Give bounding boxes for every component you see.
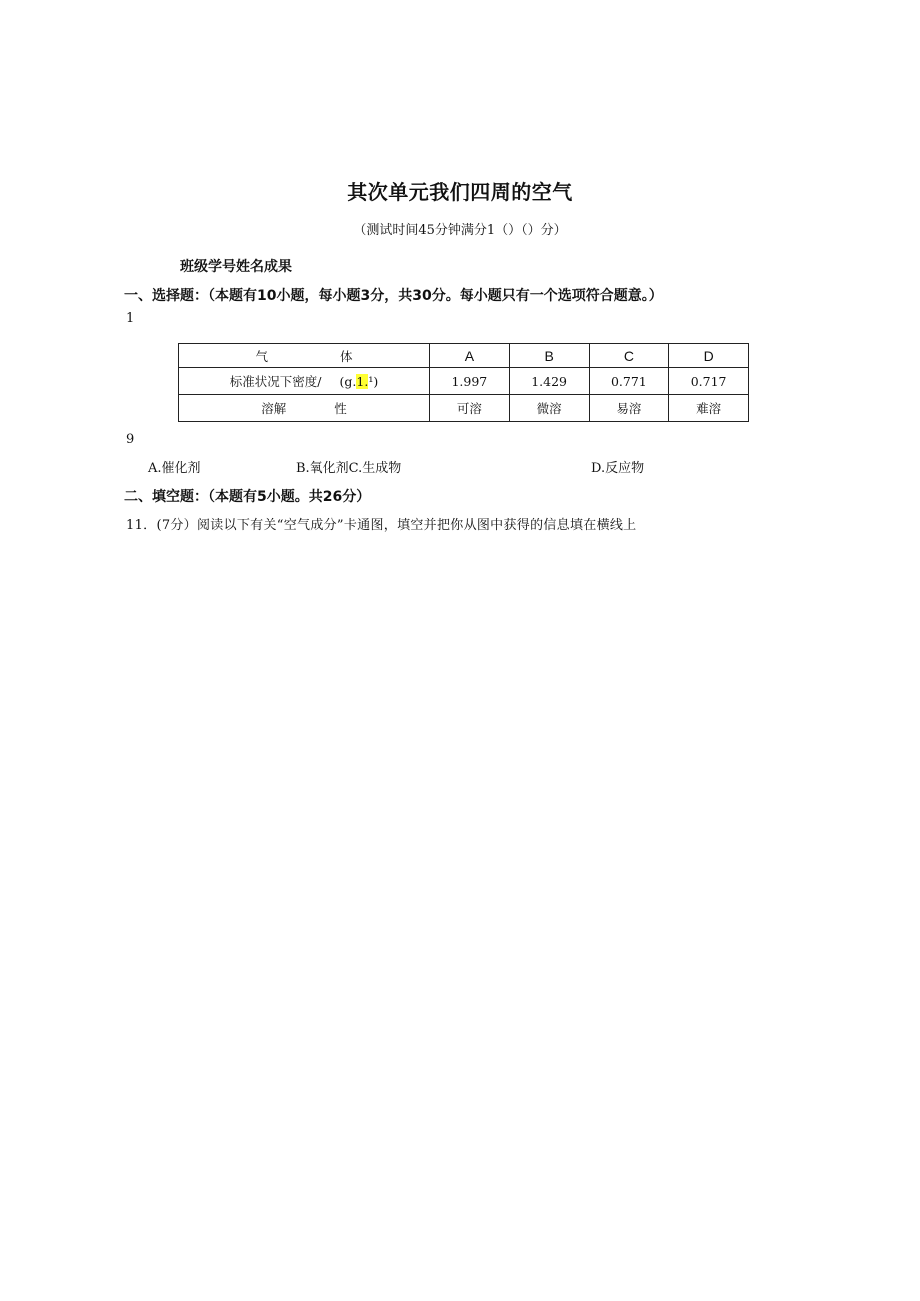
table-header-row bbox=[179, 344, 749, 368]
solubility-value-c: 易溶 bbox=[589, 395, 669, 422]
solubility-value-a: 可溶 bbox=[430, 395, 510, 422]
density-row bbox=[179, 368, 749, 395]
density-unit-highlight: 1. bbox=[356, 374, 369, 389]
gas-label-cell bbox=[179, 344, 430, 368]
header-cell-a: A bbox=[430, 344, 510, 368]
solubility-label-a: 溶解 bbox=[261, 401, 287, 416]
section-2-heading: 二、填空题：（本题有5小题。共26分） bbox=[124, 489, 371, 505]
density-label-cell bbox=[179, 368, 430, 395]
option-d: D.反应物 bbox=[591, 461, 645, 476]
question-9-number: 9 bbox=[126, 432, 135, 447]
option-b-c: B.氧化剂C.生成物 bbox=[296, 461, 402, 476]
exam-subtitle: （测试时间45分钟满分1（）（）分） bbox=[353, 223, 567, 238]
solubility-row bbox=[179, 395, 749, 422]
solubility-value-d: 难溶 bbox=[669, 395, 749, 422]
gas-label-b: 体 bbox=[340, 348, 353, 364]
solubility-value-b: 微溶 bbox=[509, 395, 589, 422]
header-cell-c: C bbox=[589, 344, 669, 368]
question-11-text: 11．(7分）阅读以下有关“空气成分”卡通图，填空并把你从图中获得的信息填在横线上 bbox=[126, 518, 637, 533]
solubility-label-b: 性 bbox=[334, 401, 347, 416]
density-value-c: 0.771 bbox=[589, 368, 669, 395]
header-cell-b: B bbox=[509, 344, 589, 368]
header-cell-d: D bbox=[669, 344, 749, 368]
density-value-b: 1.429 bbox=[509, 368, 589, 395]
density-label: 标准状况下密度/ bbox=[229, 374, 322, 389]
density-value-d: 0.717 bbox=[669, 368, 749, 395]
section-1-heading: 一、选择题：（本题有10小题，每小题3分，共30分。每小题只有一个选项符合题意。） bbox=[124, 288, 663, 304]
gas-properties-table bbox=[178, 343, 749, 422]
page-title: 其次单元我们四周的空气 bbox=[347, 180, 573, 204]
solubility-label-cell bbox=[179, 395, 430, 422]
option-a: A.催化剂 bbox=[148, 461, 201, 476]
question-1-number: 1 bbox=[126, 311, 135, 326]
student-info-line: 班级学号姓名成果 bbox=[180, 259, 292, 275]
density-unit-pre: (g. bbox=[339, 374, 357, 389]
density-value-a: 1.997 bbox=[430, 368, 510, 395]
gas-label-a: 气 bbox=[255, 348, 268, 364]
density-unit-post: ¹) bbox=[368, 374, 379, 389]
